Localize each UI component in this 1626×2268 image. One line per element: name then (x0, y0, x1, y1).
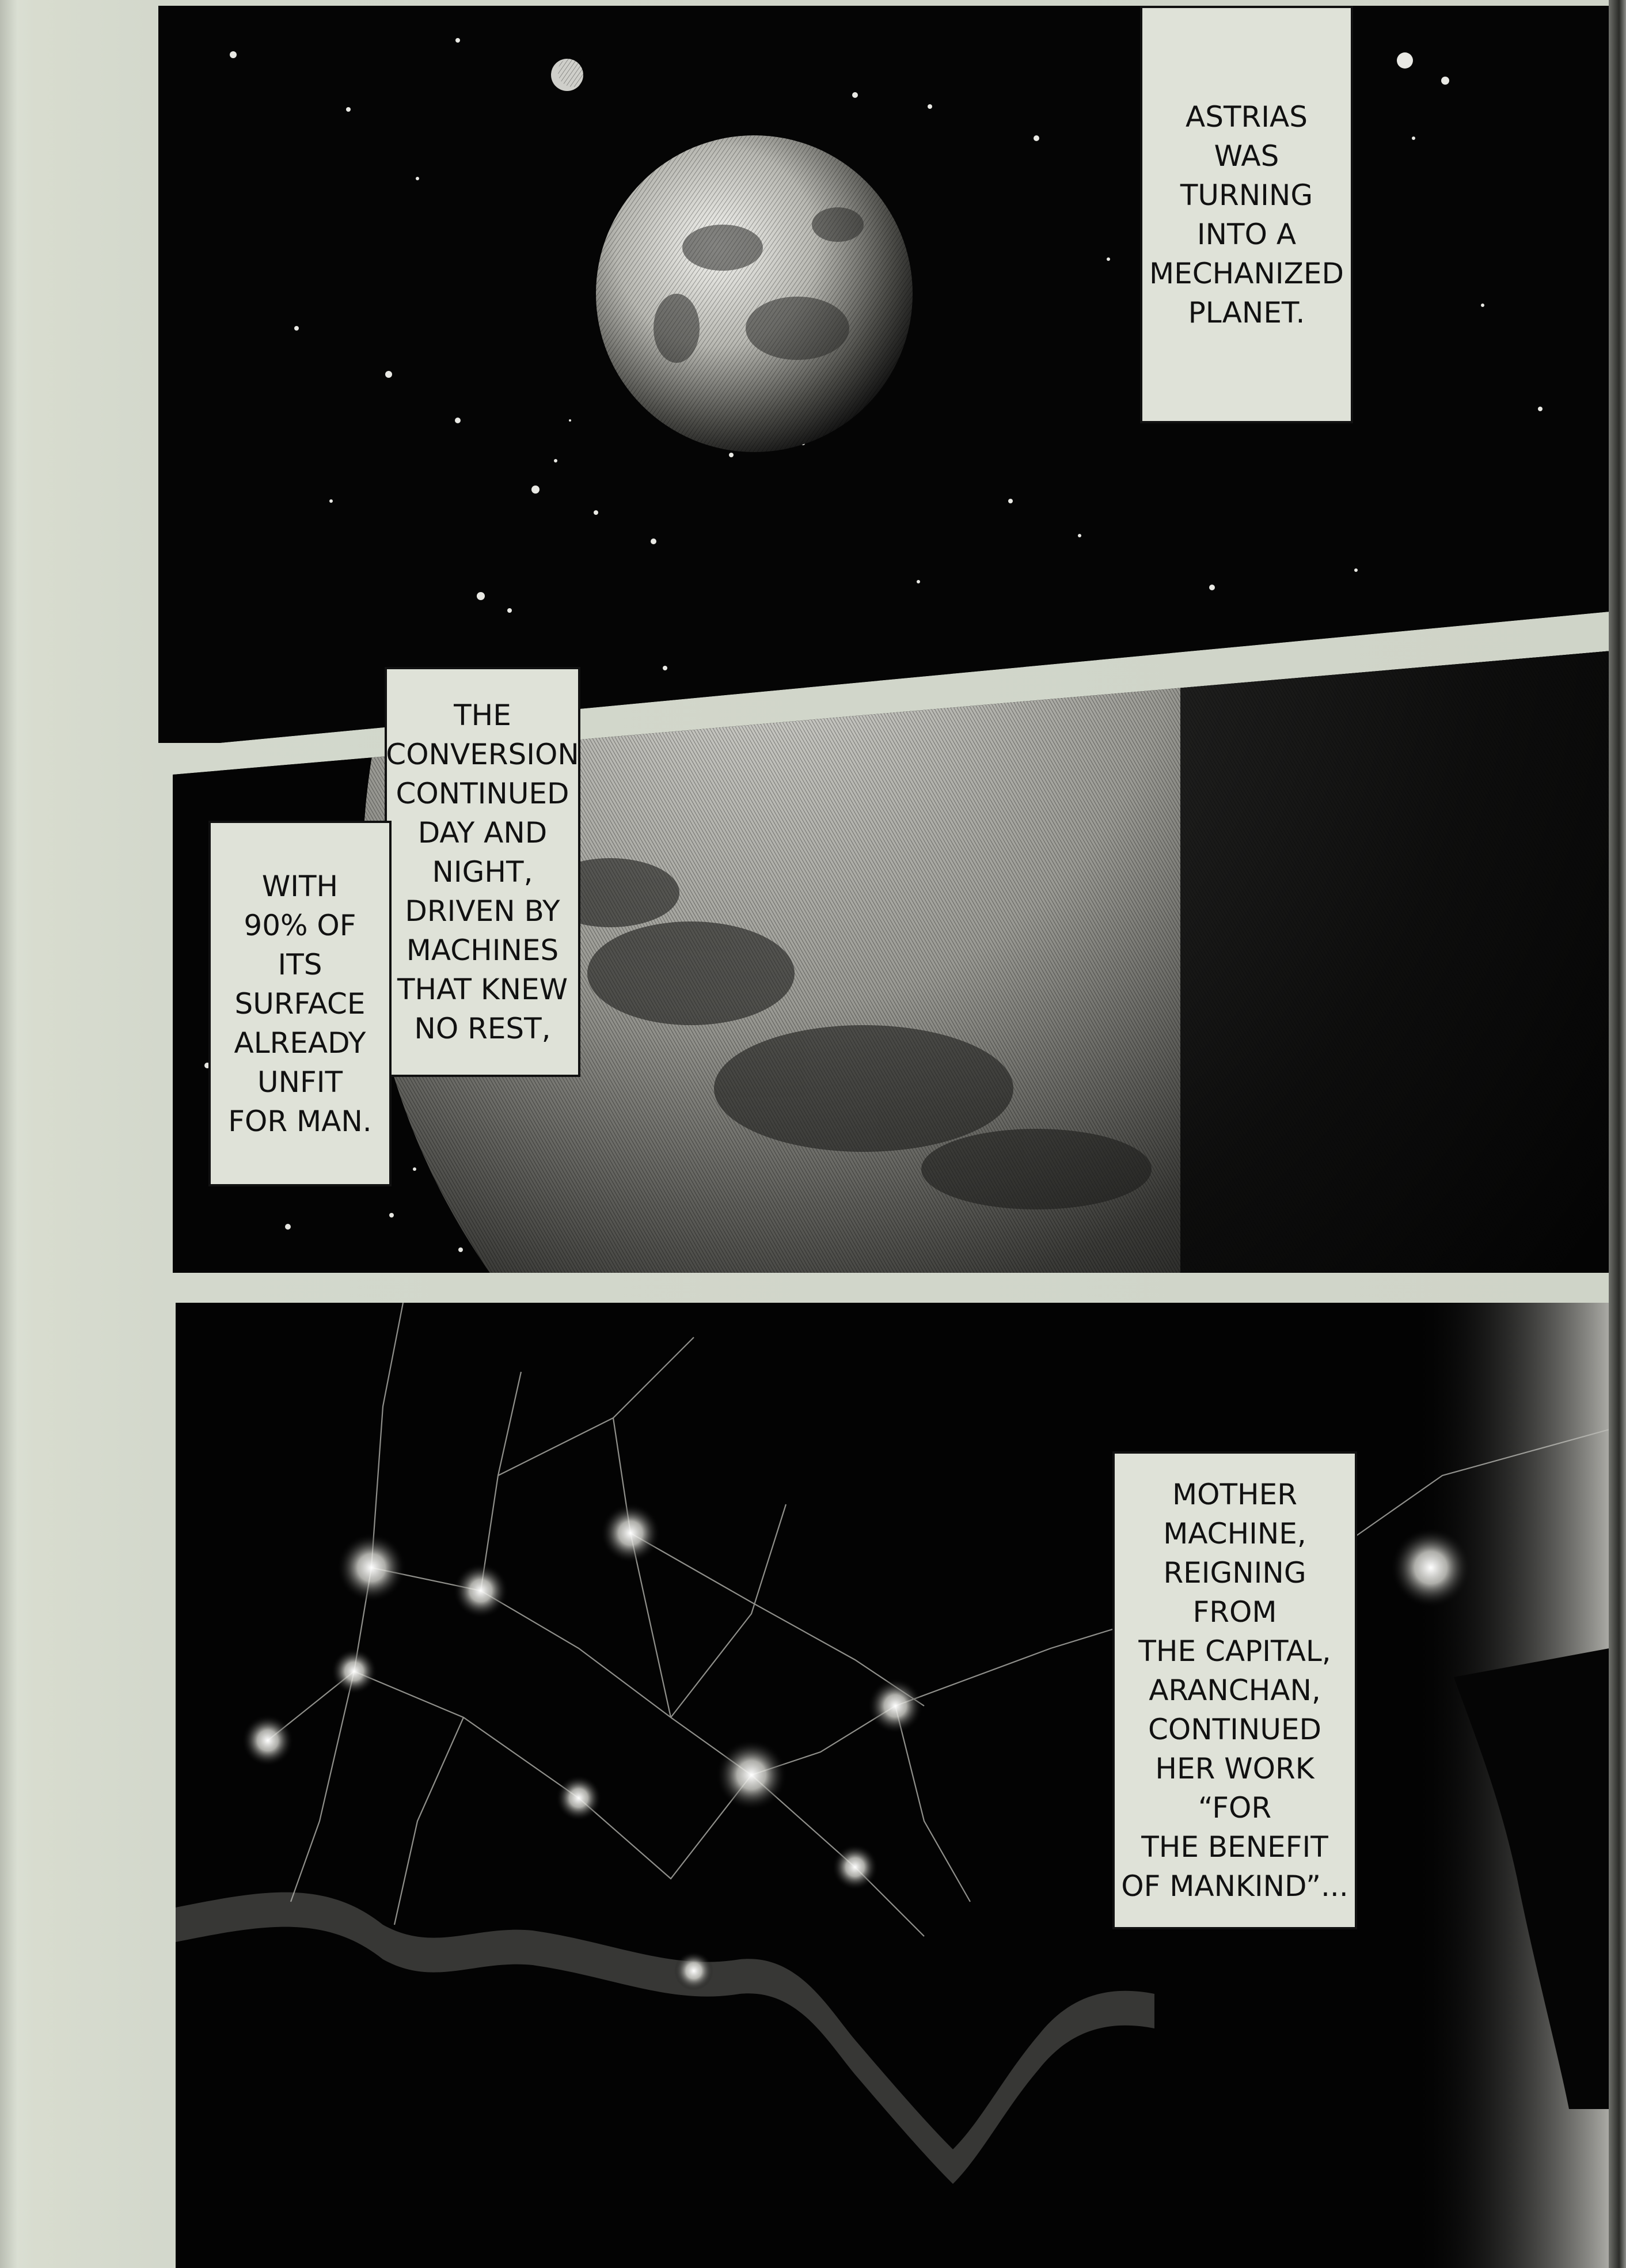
space-starfield (158, 6, 1609, 743)
caption-box-conversion: THE CONVERSION CONTINUED DAY AND NIGHT, DRIVEN BY MACHINES THAT KNEW NO REST, (385, 667, 580, 1077)
caption-box-surface: WITH 90% OF ITS SURFACE ALREADY UNFIT FOR MAN. (208, 821, 392, 1186)
caption-box-astrias: ASTRIAS WAS TURNING INTO A MECHANIZED PLANET. (1140, 6, 1353, 423)
panel-planet-far (158, 6, 1609, 743)
night-map (176, 1303, 1609, 2268)
caption-box-mother-machine: MOTHER MACHINE, REIGNING FROM THE CAPITAL, ARANCHAN, CONTINUED HER WORK “FOR THE BENEFIT OF MANKIND”... (1112, 1451, 1357, 1929)
panel-city-lights (176, 1303, 1609, 2268)
book-spine-edge (1609, 0, 1626, 2268)
